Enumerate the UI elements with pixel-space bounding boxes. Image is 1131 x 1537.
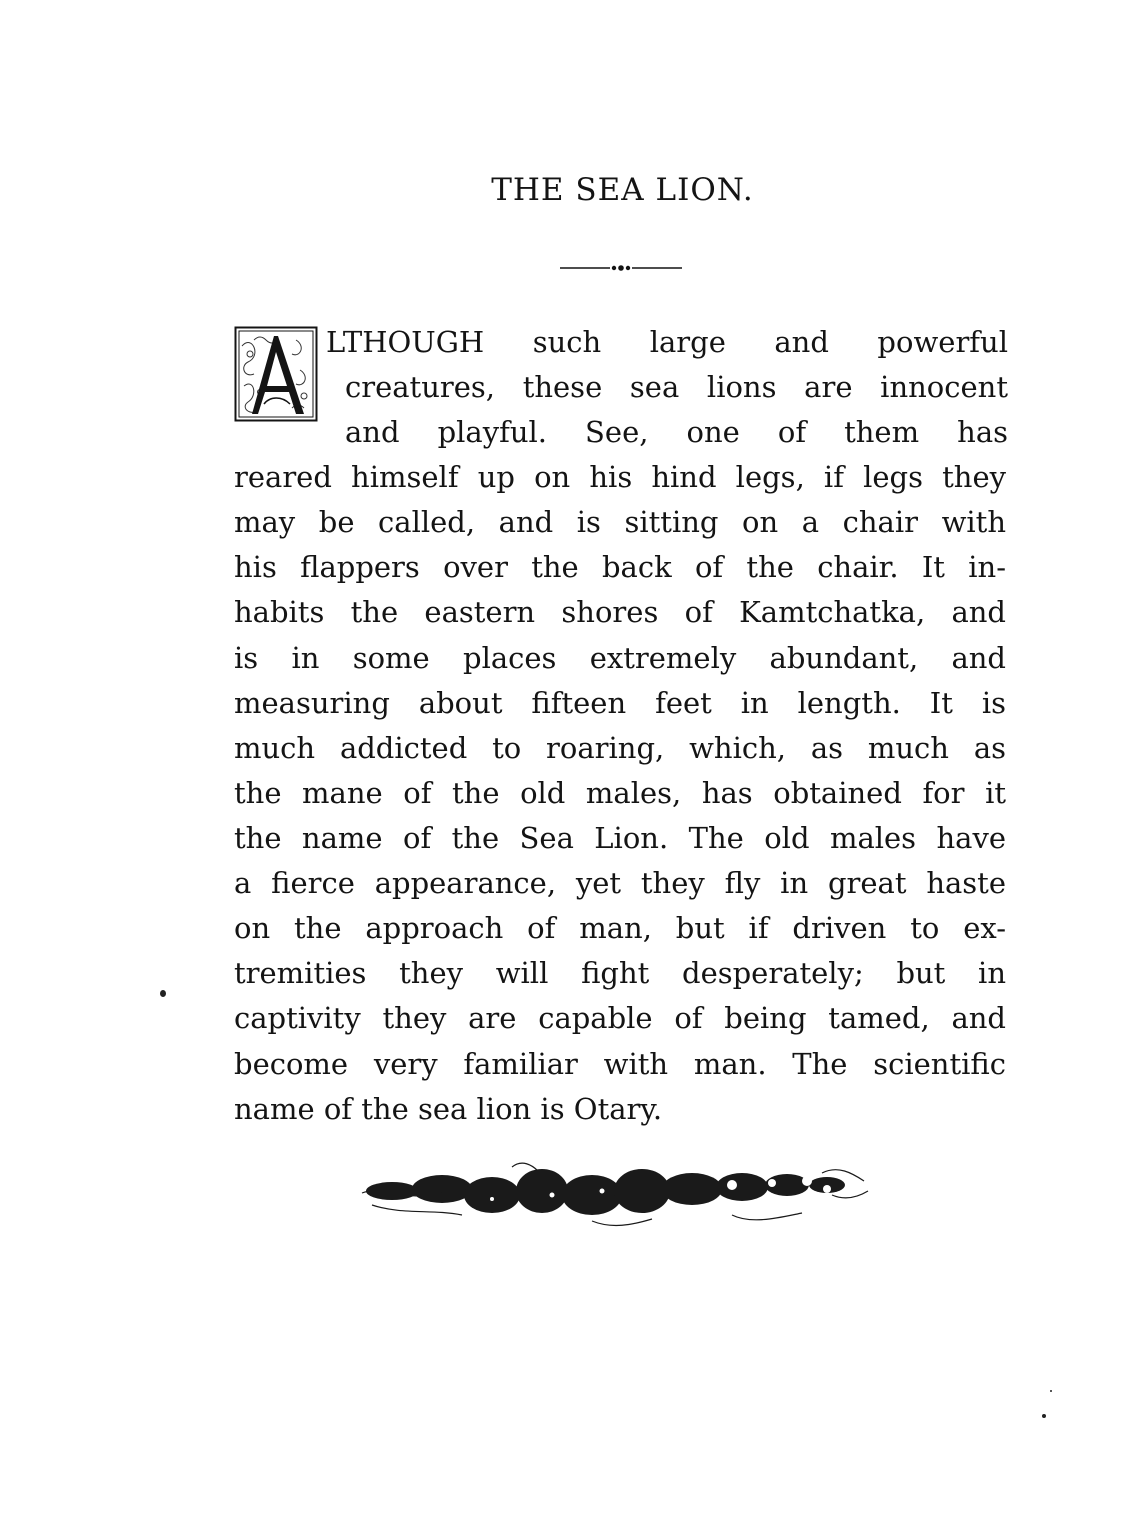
paper-speck <box>160 990 166 997</box>
ornamental-rule <box>560 258 682 278</box>
text-line-10: much addicted to roaring, which, as much as <box>234 731 1006 765</box>
text-line-15: tremities they will fight desperately; but in <box>234 956 1006 990</box>
text-line-7: habits the eastern shores of Kamtchatka, and <box>234 595 1006 629</box>
paper-speck <box>1050 1390 1052 1392</box>
text-line-16: captivity they are capable of being tamed, and <box>234 1001 1006 1035</box>
text-line-5: may be called, and is sitting on a chair with <box>234 505 1006 539</box>
floral-tailpiece-ornament <box>352 1155 872 1231</box>
text-line-11: the mane of the old males, has obtained for it <box>234 776 1006 810</box>
text-line-8: is in some places extremely abundant, and <box>234 641 1006 675</box>
text-line-13: a fierce appearance, yet they fly in great haste <box>234 866 1006 900</box>
text-line-2: creatures, these sea lions are innocent <box>345 370 1008 404</box>
decorated-initial-a <box>234 326 318 422</box>
text-line-6: his flappers over the back of the chair. It in- <box>234 550 1006 584</box>
page-title: THE SEA LION. <box>491 172 754 208</box>
text-line-3: and playful. See, one of them has <box>345 415 1008 449</box>
text-line-12: the name of the Sea Lion. The old males have <box>234 821 1006 855</box>
text-line-9: measuring about fifteen feet in length. It is <box>234 686 1006 720</box>
text-line-18: name of the sea lion is Otary. <box>234 1092 663 1126</box>
text-line-1: LTHOUGH such large and powerful <box>326 325 1008 359</box>
drop-cap-letter: A <box>234 326 235 327</box>
text-line-4: reared himself up on his hind legs, if legs they <box>234 460 1006 494</box>
text-line-14: on the approach of man, but if driven to ex- <box>234 911 1006 945</box>
paper-speck <box>1042 1414 1046 1418</box>
text-line-17: become very familiar with man. The scientific <box>234 1047 1006 1081</box>
